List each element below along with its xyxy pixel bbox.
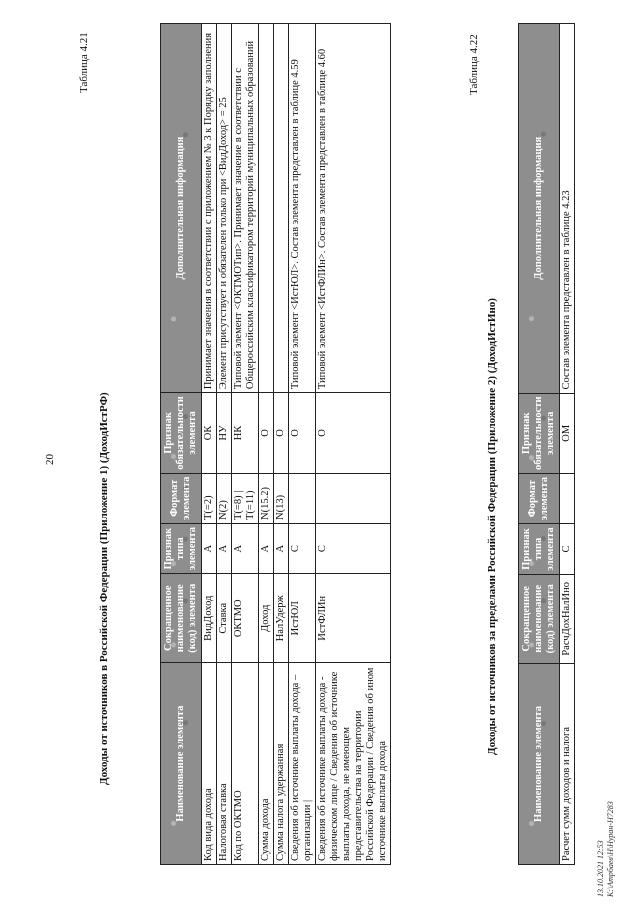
cell-info: Принимает значения в соответствии с приложением № 3 к Порядку заполнения	[202, 24, 217, 393]
table-4-22-label: Таблица 4.22	[468, 34, 480, 95]
cell-info	[259, 24, 274, 393]
cell-info: Типовой элемент <ИстФЛИн>. Состав элемента представлен в таблице 4.60	[316, 24, 391, 393]
col-header-code: Сокращенное наименование (код) элемента	[161, 574, 202, 663]
cell-code: РасчДохНалИно	[560, 574, 575, 663]
table-row	[217, 24, 232, 865]
cell-name: Сведения об источнике выплаты дохода - физическом лице / Сведения об источнике выплаты дохода, не имеющем представительства на территории Российской Федерации / Сведения об ином источнике выплаты дохода	[316, 663, 391, 865]
cell-format: N(15.2)	[259, 473, 274, 523]
col-header-required: Признак обязательности элемента	[519, 393, 560, 474]
col-header-name: Наименование элемента	[161, 663, 202, 865]
table-header-row	[161, 24, 202, 865]
cell-format: N(13)	[274, 473, 289, 523]
cell-required: ОК	[202, 393, 217, 474]
col-header-info: Дополнительная информация	[161, 24, 202, 393]
cell-code: Доход	[259, 574, 274, 663]
cell-code: ВидДоход	[202, 574, 217, 663]
col-header-code: Сокращенное наименование (код) элемента	[519, 574, 560, 663]
cell-info: Типовой элемент <ОКТМОТип>. Принимает значение в соответствии с Общероссийским классификатором территорий муниципальных образований	[232, 24, 259, 393]
cell-type: С	[560, 524, 575, 574]
footer-date: 13.10.2021 12:53	[596, 840, 605, 897]
col-header-required: Признак обязательности элемента	[161, 393, 202, 474]
table-row	[316, 24, 391, 865]
cell-info	[274, 24, 289, 393]
table-row	[274, 24, 289, 865]
cell-type: А	[217, 523, 232, 573]
cell-info: Типовой элемент <ИстЮЛ>. Состав элемента представлен в таблице 4.59	[289, 24, 316, 393]
cell-name: Расчет сумм доходов и налога	[560, 664, 575, 865]
col-header-type: Признак типа элемента	[519, 524, 560, 574]
table-header-row	[519, 24, 560, 865]
cell-format: T(=8) | T(=11)	[232, 473, 259, 523]
cell-type: С	[316, 523, 391, 573]
table-4-22	[518, 23, 575, 865]
col-header-format: Формат элемента	[519, 474, 560, 524]
col-header-format: Формат элемента	[161, 473, 202, 523]
table-row	[560, 24, 575, 865]
cell-required: О	[274, 393, 289, 474]
cell-format	[560, 474, 575, 524]
page-number: 20	[44, 454, 56, 465]
cell-code: Ставка	[217, 574, 232, 663]
cell-format: T(=2)	[202, 473, 217, 523]
cell-code: ИстФЛИн	[316, 574, 391, 663]
cell-type: А	[274, 523, 289, 573]
cell-info: Состав элемента представлен в таблице 4.23	[560, 24, 575, 394]
cell-required: О	[259, 393, 274, 474]
table-4-22-title: Доходы от источников за пределами Российской Федерации (Приложение 2) (ДоходИстИно)	[486, 298, 498, 755]
cell-format	[316, 473, 391, 523]
cell-info: Элемент присутствует и обязателен только при <ВидДоход> = 25	[217, 24, 232, 393]
cell-format: N(2)	[217, 473, 232, 523]
cell-name: Код вида дохода	[202, 663, 217, 865]
col-header-info: Дополнительная информация	[519, 24, 560, 394]
cell-required: О	[289, 393, 316, 474]
print-footer	[596, 801, 616, 897]
cell-code: ИстЮЛ	[289, 574, 316, 663]
cell-code: ОКТМО	[232, 574, 259, 663]
footer-path: К:\Атрбаев\Н\Нуран-Н7283	[606, 801, 615, 897]
table-4-21	[160, 23, 391, 865]
cell-name: Сумма дохода	[259, 663, 274, 865]
table-row	[259, 24, 274, 865]
cell-type: А	[232, 523, 259, 573]
col-header-name: Наименование элемента	[519, 664, 560, 865]
cell-required: ОМ	[560, 393, 575, 474]
cell-name: Сумма налога удержанная	[274, 663, 289, 865]
cell-name: Сведения об источнике выплаты дохода – организации |	[289, 663, 316, 865]
table-row	[232, 24, 259, 865]
table-4-21-title: Доходы от источников в Российской Федерации (Приложение 1) (ДоходИстРФ)	[98, 392, 110, 785]
table-4-21-label: Таблица 4.21	[78, 32, 90, 93]
cell-type: А	[259, 523, 274, 573]
cell-required: О	[316, 393, 391, 474]
cell-name: Налоговая ставка	[217, 663, 232, 865]
cell-name: Код по ОКТМО	[232, 663, 259, 865]
col-header-type: Признак типа элемента	[161, 523, 202, 573]
cell-code: НалУдерж	[274, 574, 289, 663]
table-row	[289, 24, 316, 865]
cell-format	[289, 473, 316, 523]
cell-type: С	[289, 523, 316, 573]
cell-type: А	[202, 523, 217, 573]
cell-required: НК	[232, 393, 259, 474]
table-row	[202, 24, 217, 865]
cell-required: НУ	[217, 393, 232, 474]
